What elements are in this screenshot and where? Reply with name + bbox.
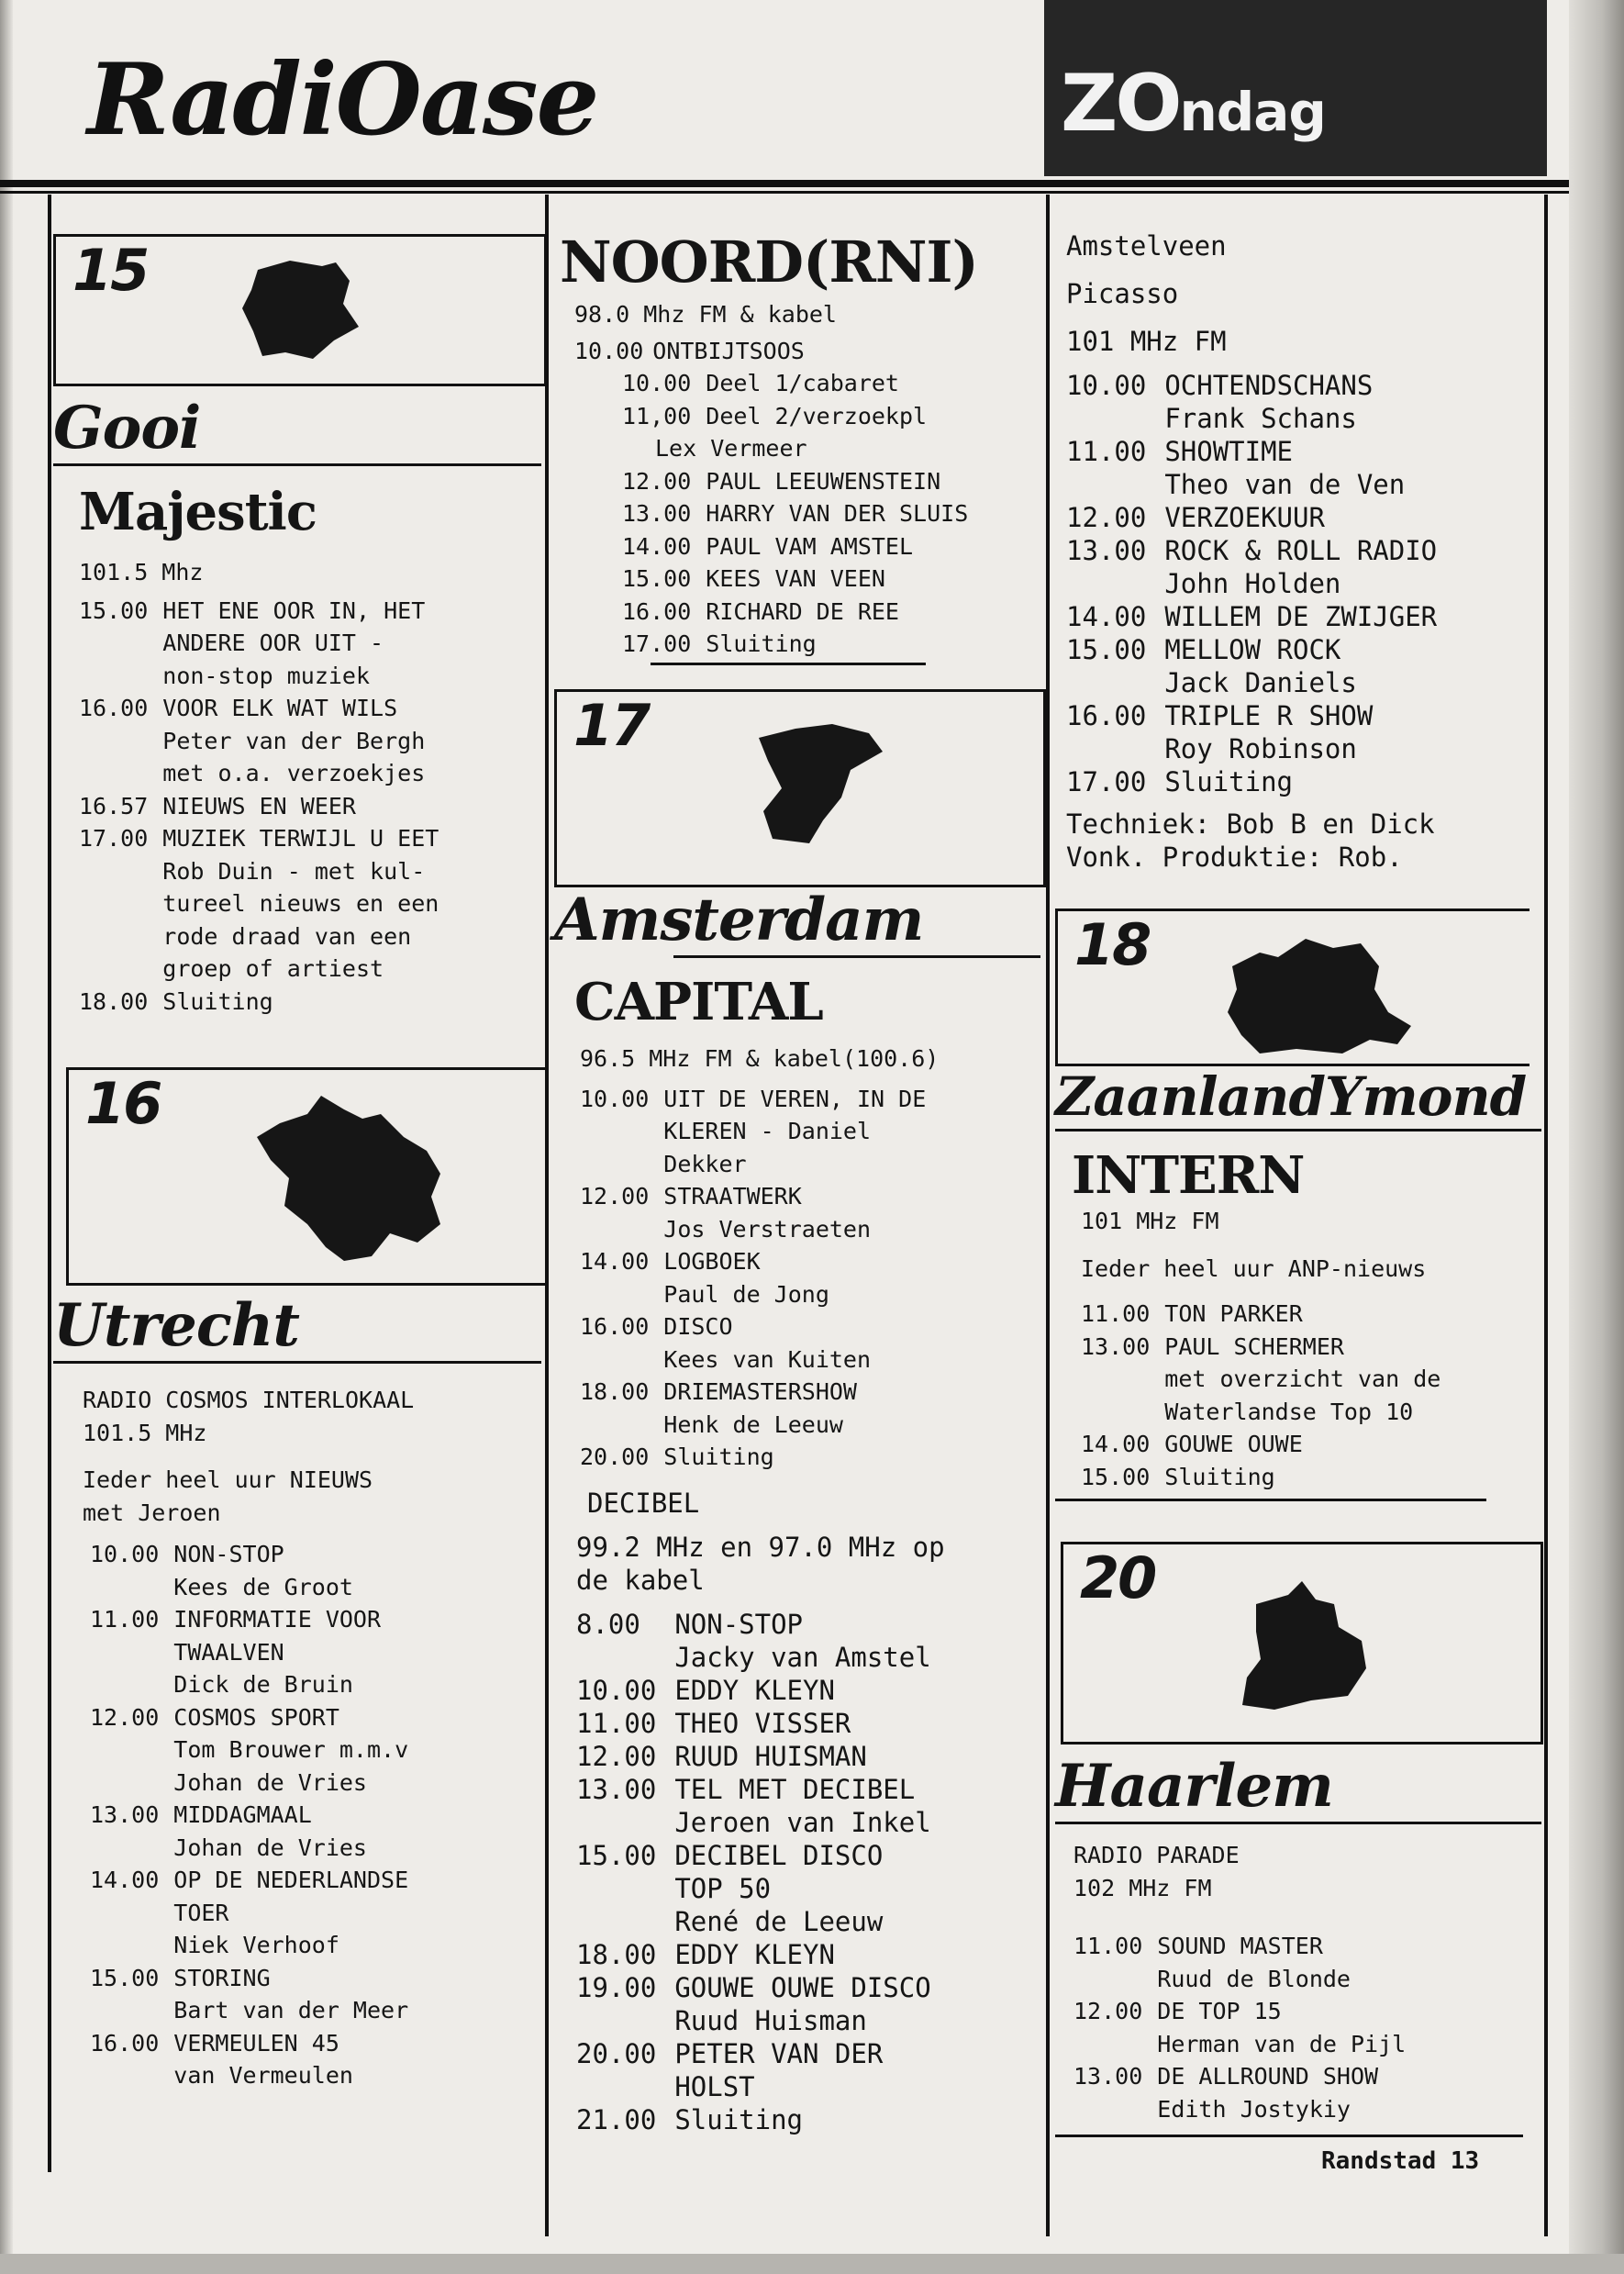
- schedule-time: 14.00: [622, 532, 692, 560]
- credits: Techniek: Bob B en Dick: [1066, 808, 1435, 840]
- schedule-time: 11.00: [1073, 1933, 1143, 1959]
- page-bottom-edge: [0, 2254, 1624, 2274]
- day-title: [1061, 58, 1326, 150]
- page-number: Randstad 13: [1321, 2147, 1480, 2175]
- schedule-time: 10.00: [1066, 370, 1147, 401]
- station-name: INTERN: [1072, 1145, 1305, 1206]
- schedule-program: Sluiting: [663, 1444, 774, 1470]
- page-binding-shadow: [0, 0, 13, 2274]
- schedule-program: DRIEMASTERSHOW Henk de Leeuw: [663, 1378, 857, 1438]
- section-gooi: [53, 394, 541, 1018]
- schedule-program: THEO VISSER: [674, 1707, 851, 1739]
- schedule-program: NON-STOP Jacky van Amstel: [674, 1608, 931, 1673]
- schedule-time: 20.00: [576, 2037, 657, 2069]
- schedule-program: NIEUWS EN WEER: [162, 792, 356, 819]
- schedule-time: 12.00: [1066, 502, 1147, 533]
- schedule-program: RUUD HUISMAN: [674, 1740, 867, 1772]
- schedule-time: 14.00: [1081, 1431, 1151, 1457]
- schedule-time: 8.00: [576, 1608, 640, 1640]
- schedule-time: 12.00: [1073, 1998, 1143, 2024]
- host-name: Lex Vermeer: [655, 435, 807, 462]
- schedule-time: 16.00: [1066, 700, 1147, 731]
- region-box-16: [66, 1067, 549, 1286]
- schedule-program: Sluiting: [162, 987, 273, 1015]
- region-title: Amsterdam: [554, 886, 924, 954]
- schedule-program: GOUWE OUWE DISCO Ruud Huisman: [674, 1971, 931, 2036]
- schedule-time: 16.57: [79, 792, 149, 819]
- schedule-utrecht: [90, 1538, 541, 2092]
- schedule-time: 14.00: [1066, 601, 1147, 632]
- station-frequency: 96.5 MHz FM & kabel(100.6): [580, 1045, 940, 1072]
- region-number: 17: [573, 692, 650, 759]
- schedule-time: 11,00: [622, 402, 692, 429]
- news-note: Ieder heel uur NIEUWS: [83, 1466, 373, 1493]
- schedule-program: LOGBOEK Paul de Jong: [663, 1248, 829, 1308]
- schedule-program: RICHARD DE REE: [706, 597, 899, 625]
- schedule-time: 15.00: [1081, 1463, 1151, 1490]
- schedule-program: VOOR ELK WAT WILS Peter van der Bergh met o.a. verzoekjes: [162, 695, 426, 786]
- station-name: Majestic: [79, 482, 317, 542]
- column-divider-2: [1046, 195, 1050, 2236]
- schedule-program: DE ALLROUND SHOW Edith Jostykiy: [1157, 2063, 1379, 2123]
- region-map-utrecht: [243, 1087, 454, 1270]
- schedule-time: 11.00: [1081, 1300, 1151, 1327]
- schedule-program: MUZIEK TERWIJL U EET Rob Duin - met kul- tureel nieuws en een rode draad van een groep of artiest: [162, 825, 439, 982]
- schedule-program: STRAATWERK Jos Verstraeten: [663, 1183, 872, 1243]
- schedule-parade: [1073, 1930, 1541, 2125]
- station-frequency: 101.5 Mhz: [79, 559, 204, 585]
- schedule-intern: [1081, 1298, 1541, 1493]
- station-frequency: 101 MHz FM: [1081, 1208, 1219, 1234]
- region-rule: [53, 463, 541, 466]
- schedule-program: PAUL VAM AMSTEL: [706, 532, 914, 560]
- column-3: [1055, 229, 1541, 2123]
- news-note: Ieder heel uur ANP-nieuws: [1081, 1254, 1427, 1282]
- schedule-program: KEES VAN VEEN: [706, 565, 885, 592]
- station-name: NOORD(RNI): [560, 229, 978, 295]
- schedule-time: 14.00: [90, 1867, 160, 1893]
- region-title: Gooi: [53, 394, 201, 463]
- schedule-program: MELLOW ROCK Jack Daniels: [1164, 634, 1357, 698]
- schedule-time: 13.00: [90, 1801, 160, 1828]
- schedule-noord-lead: [574, 335, 1040, 368]
- schedule-time: 12.00: [580, 1183, 650, 1209]
- credits-2: Vonk. Produktie: Rob.: [1066, 842, 1403, 873]
- schedule-program: PAUL SCHERMER met overzicht van de Waterlandse Top 10: [1164, 1332, 1441, 1425]
- place-name: Amstelveen: [1066, 230, 1227, 262]
- schedule-program: DE TOP 15 Herman van de Pijl: [1157, 1998, 1407, 2057]
- station-frequency: 98.0 Mhz FM & kabel: [574, 301, 837, 328]
- schedule-time: 13.00: [1066, 535, 1147, 566]
- schedule-program: TEL MET DECIBEL Jeroen van Inkel: [674, 1773, 931, 1838]
- station-frequency: 101 MHz FM: [1066, 326, 1227, 357]
- region-number: 16: [85, 1070, 161, 1137]
- day-title-small: ndag: [1179, 81, 1326, 143]
- region-number: 15: [72, 237, 149, 304]
- news-note-2: met Jeroen: [83, 1499, 221, 1526]
- schedule-noord-sub: [622, 367, 1040, 432]
- schedule-time: 13.00: [1081, 1332, 1151, 1360]
- schedule-time: 13.00: [622, 500, 692, 527]
- schedule-program: SOUND MASTER Ruud de Blonde: [1157, 1933, 1351, 1992]
- schedule-time: 16.00: [622, 597, 692, 625]
- schedule-time: 14.00: [580, 1248, 650, 1275]
- schedule-program: OP DE NEDERLANDSE TOER Niek Verhoof: [173, 1867, 409, 1958]
- schedule-time: 11.00: [1066, 436, 1147, 467]
- station-frequency: 102 MHz FM: [1073, 1874, 1212, 1901]
- region-rule: [1055, 1822, 1541, 1824]
- schedule-program: MIDDAGMAAL Johan de Vries: [173, 1801, 367, 1861]
- schedule-program: EDDY KLEYN: [674, 1674, 835, 1706]
- schedule-program: Sluiting: [674, 2103, 803, 2135]
- section-end-rule: [1055, 2135, 1523, 2137]
- schedule-time: 12.00: [622, 467, 692, 495]
- station-frequency: 101.5 MHz: [83, 1419, 207, 1446]
- section-amsterdam: [554, 886, 1040, 2136]
- schedule-noord: [622, 465, 1040, 661]
- schedule-program: STORING Bart van der Meer: [173, 1964, 409, 2023]
- schedule-program: COSMOS SPORT Tom Brouwer m.m.v Johan de Vries: [173, 1703, 409, 1796]
- schedule-program: VERZOEKUUR: [1164, 502, 1325, 533]
- schedule-program: SHOWTIME Theo van de Ven: [1164, 436, 1406, 500]
- page-edge-shadow: [1569, 0, 1624, 2274]
- schedule-program: ONTBIJTSOOS: [652, 337, 805, 364]
- station-frequency: 99.2 MHz en 97.0 MHz op: [576, 1531, 945, 1563]
- schedule-program: INFORMATIE VOOR TWAALVEN Dick de Bruin: [173, 1606, 382, 1698]
- station-name: Picasso: [1066, 278, 1179, 309]
- schedule-time: 18.00: [79, 987, 149, 1015]
- schedule-program: HARRY VAN DER SLUIS: [706, 500, 969, 527]
- schedule-time: 15.00: [90, 1964, 160, 1991]
- schedule-program: Sluiting: [1164, 1463, 1275, 1490]
- schedule-program: UIT DE VEREN, IN DE KLEREN - Daniel Dekker: [663, 1085, 927, 1177]
- schedule-program: Sluiting: [1164, 766, 1293, 797]
- region-map-gooi: [235, 253, 363, 363]
- section-haarlem: [1055, 1752, 1541, 2137]
- schedule-time: 10.00: [580, 1085, 650, 1112]
- schedule-time: 18.00: [576, 1938, 657, 1970]
- schedule-time: 12.00: [576, 1740, 657, 1772]
- region-number: 18: [1074, 911, 1151, 978]
- region-box-15: [53, 234, 547, 386]
- column-1: [53, 234, 541, 2089]
- section-zaanland: [1055, 1065, 1541, 1501]
- section-end-rule: [1055, 1499, 1486, 1501]
- region-box-20: [1061, 1542, 1543, 1745]
- station-name: DECIBEL: [587, 1487, 700, 1519]
- station-name: RADIO PARADE: [1073, 1842, 1240, 1868]
- section-end-rule: [651, 663, 926, 665]
- schedule-time: 15.00: [576, 1839, 657, 1871]
- schedule-time: 15.00: [79, 596, 149, 624]
- schedule-program: DISCO Kees van Kuiten: [663, 1313, 872, 1373]
- schedule-time: 12.00: [90, 1703, 160, 1731]
- day-header: [1044, 0, 1547, 176]
- schedule-time: 21.00: [576, 2103, 657, 2135]
- schedule-capital: [580, 1083, 1040, 1474]
- schedule-time: 13.00: [1073, 2063, 1143, 2090]
- region-map-haarlem: [1219, 1577, 1375, 1714]
- schedule-program: EDDY KLEYN: [674, 1938, 835, 1970]
- schedule-time: 17.00: [79, 825, 149, 852]
- schedule-program: WILLEM DE ZWIJGER: [1164, 601, 1438, 632]
- schedule-time: 20.00: [580, 1444, 650, 1470]
- region-rule: [1055, 1129, 1541, 1131]
- region-box-17: [554, 689, 1046, 887]
- column-2: [554, 229, 1040, 2135]
- schedule-program: ROCK & ROLL RADIO John Holden: [1164, 535, 1438, 599]
- schedule-time: 15.00: [622, 565, 692, 592]
- region-box-18: [1055, 908, 1529, 1066]
- schedule-time: 13.00: [576, 1773, 657, 1805]
- schedule-program: Deel 1/cabaret: [706, 370, 899, 396]
- region-rule: [673, 955, 1040, 958]
- day-title-big: ZO: [1061, 58, 1180, 150]
- schedule-program: Sluiting: [706, 630, 817, 657]
- schedule-time: 16.00: [79, 695, 149, 721]
- column-divider-right: [1544, 195, 1548, 2236]
- schedule-program: OCHTENDSCHANS Frank Schans: [1164, 370, 1374, 434]
- schedule-program: DECIBEL DISCO TOP 50 René de Leeuw: [674, 1839, 884, 1937]
- schedule-decibel: [576, 1608, 1040, 2136]
- schedule-time: 10.00: [90, 1541, 160, 1567]
- schedule-gooi: [79, 595, 541, 1019]
- region-title: Haarlem: [1055, 1752, 1333, 1821]
- schedule-time: 16.00: [90, 2029, 160, 2057]
- schedule-time: 11.00: [576, 1707, 657, 1739]
- schedule-time: 16.00: [580, 1313, 650, 1340]
- station-name: CAPITAL: [574, 972, 823, 1032]
- header-rule: [0, 180, 1569, 187]
- schedule-program: PAUL LEEUWENSTEIN: [706, 467, 941, 495]
- schedule-program: TON PARKER: [1164, 1300, 1303, 1327]
- region-title: ZaanlandYmond: [1055, 1065, 1527, 1128]
- schedule-time: 10.00: [622, 370, 692, 396]
- region-map-zaanland: [1205, 930, 1416, 1058]
- region-map-amsterdam: [731, 710, 896, 848]
- schedule-program: VERMEULEN 45 van Vermeulen: [173, 2029, 353, 2089]
- schedule-program: NON-STOP Kees de Groot: [173, 1541, 353, 1600]
- schedule-program: TRIPLE R SHOW Roy Robinson: [1164, 700, 1374, 764]
- schedule-program: HET ENE OOR IN, HET ANDERE OOR UIT - non-stop muziek: [162, 596, 426, 689]
- schedule-picasso: [1066, 369, 1541, 798]
- column-divider-left: [48, 195, 51, 2172]
- schedule-program: PETER VAN DER HOLST: [674, 2037, 884, 2102]
- schedule-time: 10.00: [574, 337, 644, 364]
- schedule-time: 17.00: [1066, 766, 1147, 797]
- schedule-program: Deel 2/verzoekpl: [706, 402, 928, 429]
- region-rule: [53, 1361, 541, 1364]
- schedule-time: 11.00: [90, 1606, 160, 1633]
- region-number: 20: [1080, 1544, 1156, 1611]
- radioase-logo: RadiOase: [87, 42, 598, 158]
- schedule-time: 18.00: [580, 1378, 650, 1405]
- station-frequency-2: de kabel: [576, 1564, 705, 1596]
- schedule-time: 15.00: [1066, 634, 1147, 665]
- station-name: RADIO COSMOS INTERLOKAAL: [83, 1387, 415, 1413]
- section-utrecht: [53, 1291, 541, 2092]
- schedule-program: GOUWE OUWE: [1164, 1431, 1303, 1457]
- header-rule-thin: [0, 191, 1569, 194]
- schedule-time: 19.00: [576, 1971, 657, 2003]
- region-title: Utrecht: [53, 1291, 299, 1360]
- schedule-time: 10.00: [576, 1674, 657, 1706]
- schedule-time: 17.00: [622, 630, 692, 657]
